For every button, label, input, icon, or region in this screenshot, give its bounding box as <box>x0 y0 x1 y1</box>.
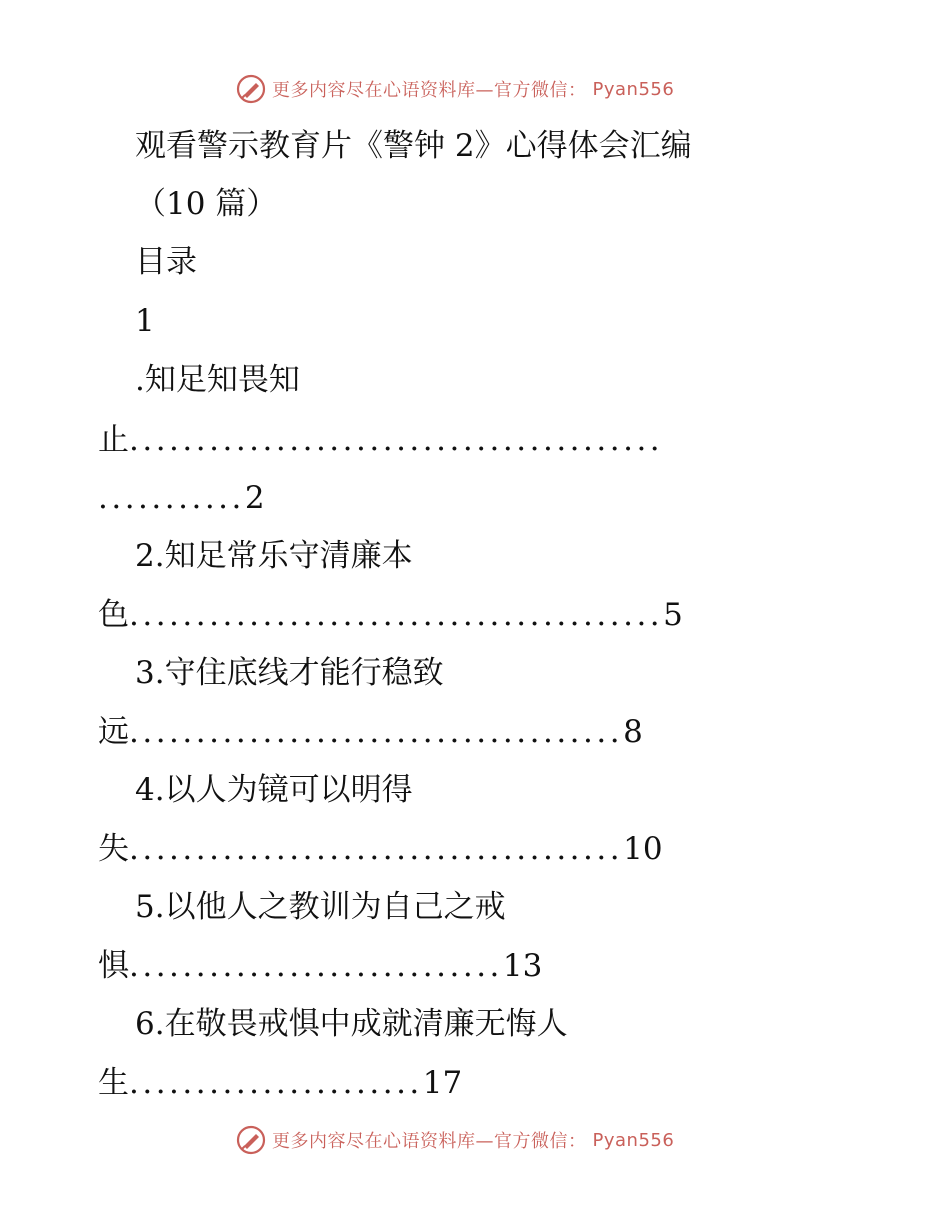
dot-leader: ..................................... <box>129 831 624 867</box>
toc-entry-3-page: 8 <box>623 714 643 750</box>
toc-entry-5-end: 惧 <box>98 948 129 984</box>
watermark-bottom <box>236 1123 674 1157</box>
watermark-text: 更多内容尽在心语资料库—官方微信： <box>272 80 587 101</box>
dot-leader: ........................................ <box>129 422 664 458</box>
toc-entry-5-leader <box>98 948 542 984</box>
quill-logo-icon <box>236 1125 266 1155</box>
watermark-brand: Pyan556 <box>592 78 675 100</box>
toc-entry-3-end: 远 <box>98 714 129 750</box>
toc-entry-2-end: 色 <box>98 597 129 633</box>
toc-entry-3-leader <box>98 714 643 750</box>
watermark-top <box>236 72 674 106</box>
dot-leader: ........................................ <box>129 597 664 633</box>
dot-leader: ..................................... <box>129 714 624 750</box>
toc-entry-5-page: 13 <box>502 948 543 984</box>
dot-leader: ........... <box>98 480 245 516</box>
dot-leader: ...................... <box>129 1065 423 1101</box>
toc-heading: 目录 <box>135 244 197 280</box>
toc-entry-1-title: .知足知畏知 <box>135 362 300 398</box>
toc-entry-6-leader <box>98 1065 462 1101</box>
toc-entry-6-title: 6.在敬畏戒惧中成就清廉无悔人 <box>135 1006 568 1042</box>
toc-entry-1-end: 止 <box>98 422 129 458</box>
watermark-brand: Pyan556 <box>592 1129 675 1151</box>
toc-entry-1-number: 1 <box>135 303 155 339</box>
toc-entry-3-title: 3.守住底线才能行稳致 <box>135 655 444 691</box>
toc-entry-4-end: 失 <box>98 831 129 867</box>
toc-entry-2-leader <box>98 597 683 633</box>
toc-entry-2-title: 2.知足常乐守清廉本 <box>135 538 413 574</box>
toc-entry-2-page: 5 <box>663 597 683 633</box>
document-title-sub: （10 篇） <box>135 186 278 222</box>
toc-entry-1-page: 2 <box>244 480 265 516</box>
toc-entry-1-leader-cont <box>98 480 265 516</box>
toc-entry-4-title: 4.以人为镜可以明得 <box>135 772 413 808</box>
toc-entry-4-page: 10 <box>623 831 663 867</box>
toc-entry-6-page: 17 <box>422 1065 463 1101</box>
toc-entry-4-leader <box>98 831 663 867</box>
document-title: 观看警示教育片《警钟 2》心得体会汇编 <box>135 128 692 164</box>
toc-entry-6-end: 生 <box>98 1065 129 1101</box>
toc-entry-1-leader <box>98 422 663 458</box>
toc-entry-5-title: 5.以他人之教训为自己之戒 <box>135 889 506 925</box>
watermark-text: 更多内容尽在心语资料库—官方微信： <box>272 1131 587 1152</box>
dot-leader: ............................ <box>129 948 503 984</box>
quill-logo-icon <box>236 74 266 104</box>
